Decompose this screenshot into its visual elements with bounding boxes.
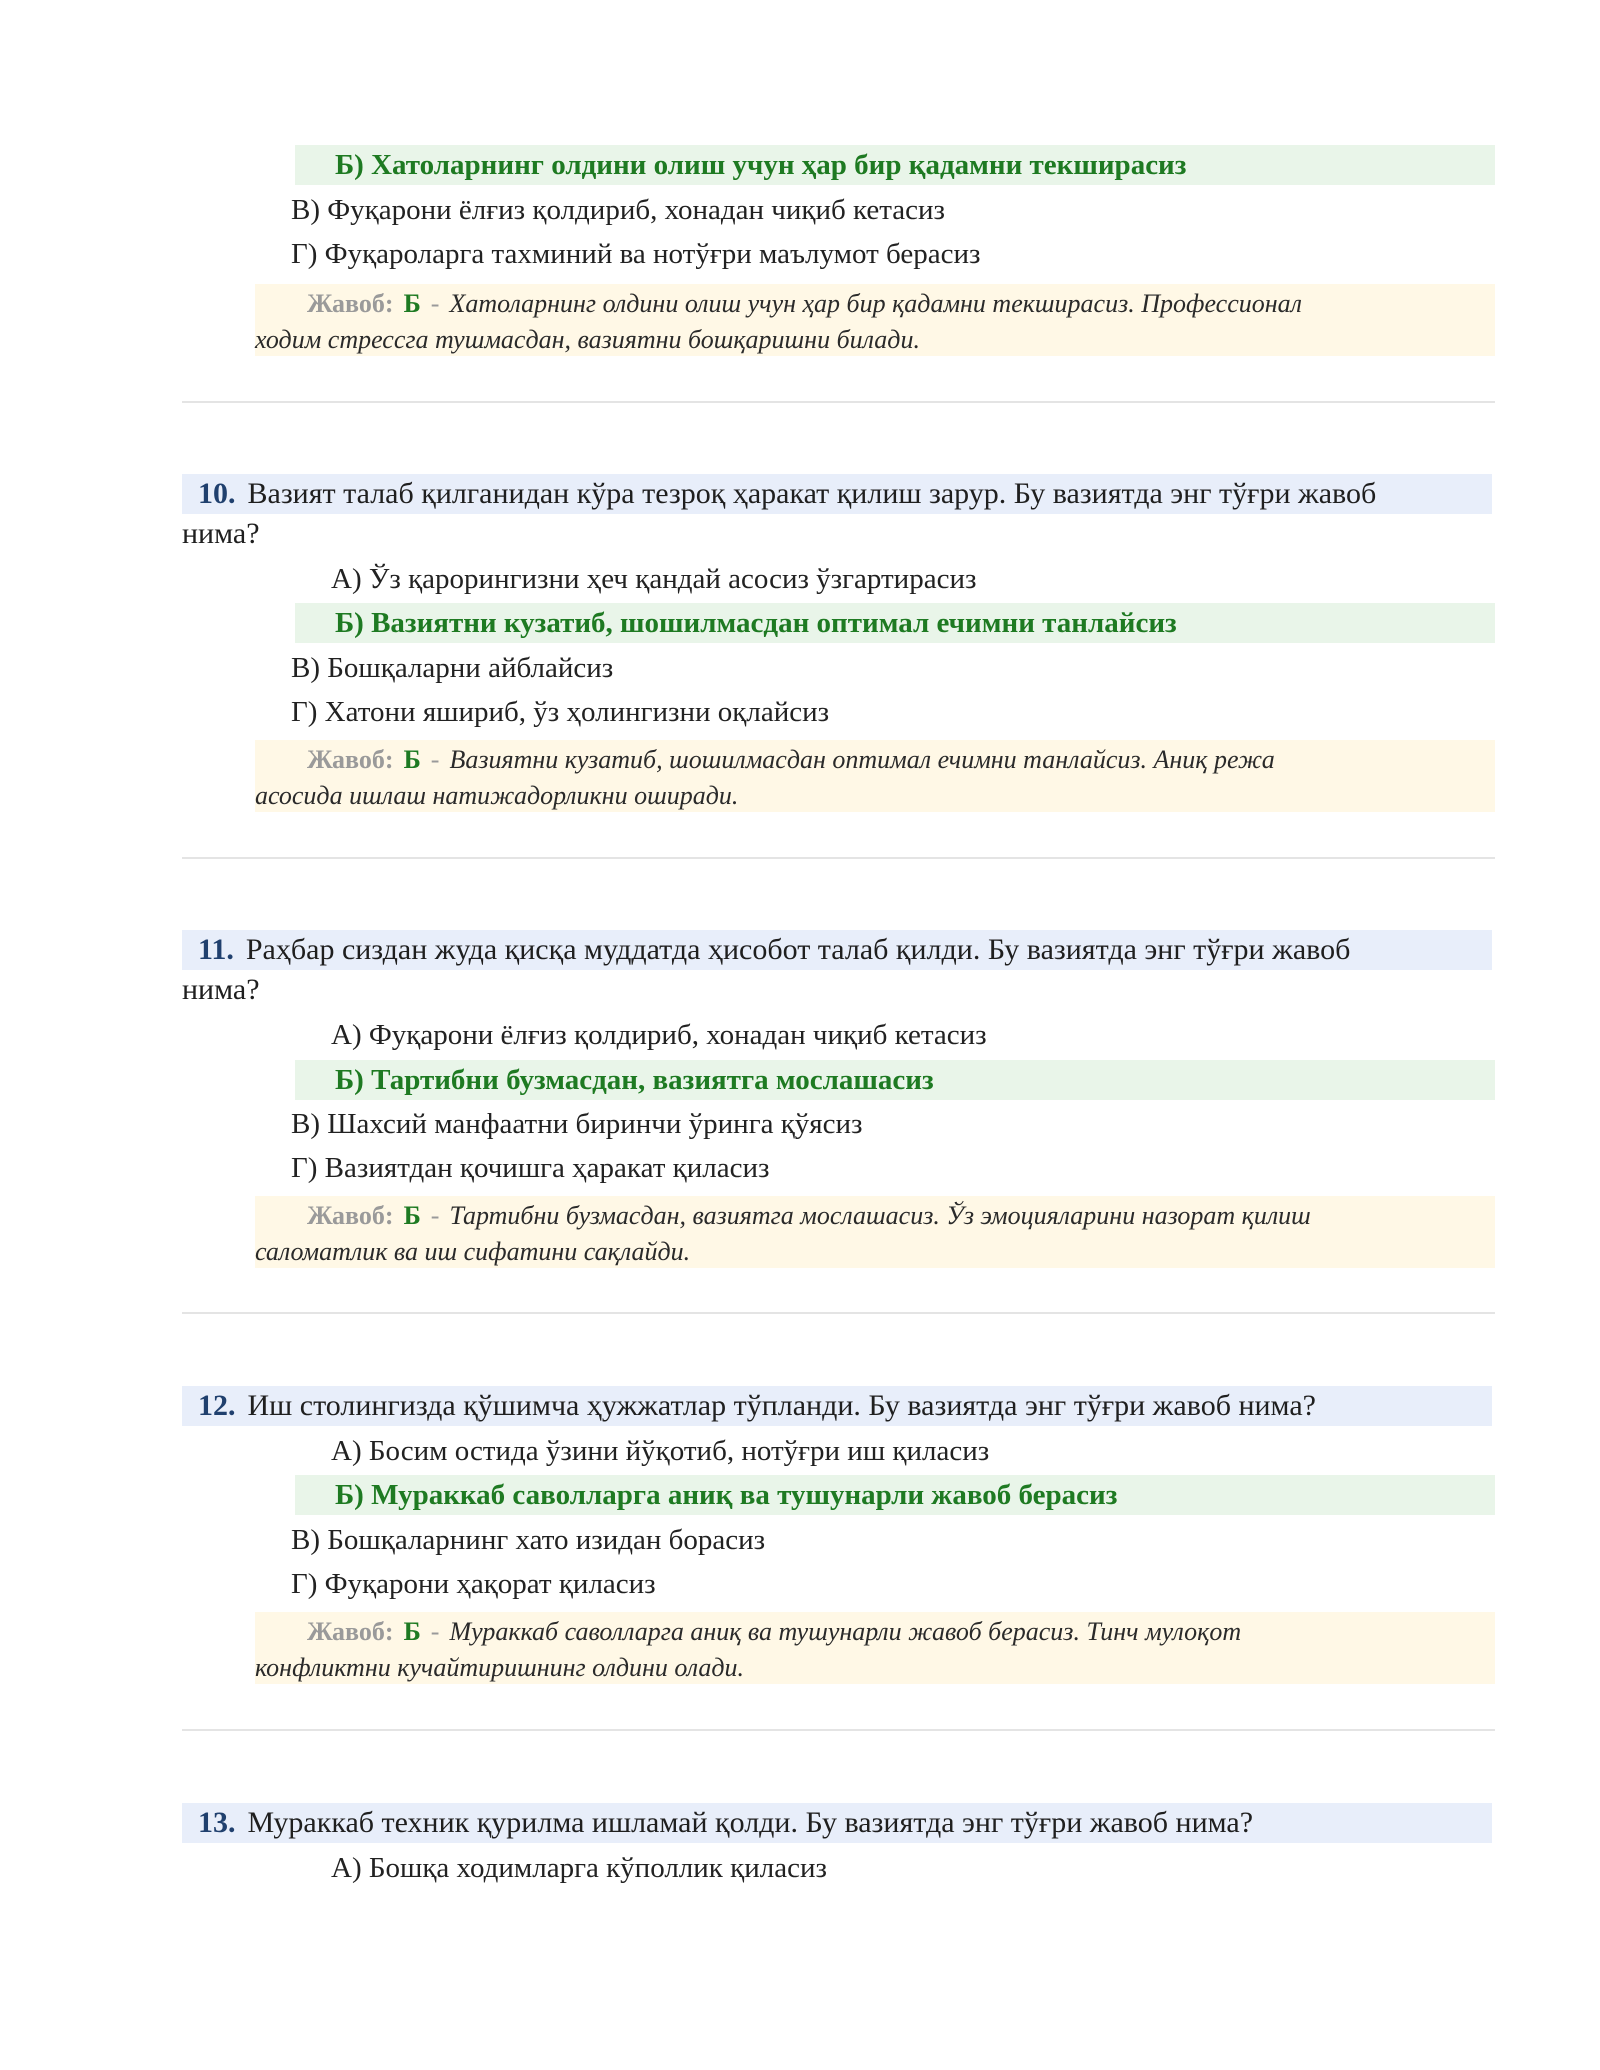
q13-question-text-line1: Мураккаб техник қурилма ишламай қолди. Бу вазиятда энг тўғри жавоб нима? [247, 1806, 1254, 1839]
answer-dash: - [430, 745, 440, 774]
answer-label: Жавоб: [307, 1617, 394, 1646]
q9-option-g: Г) Фуқароларга тахминий ва нотўғри маълумот берасиз [291, 238, 981, 270]
answer-explanation-line1: Хатоларнинг олдини олиш учун ҳар бир қадамни текширасиз. Профессионал [449, 289, 1302, 318]
q11-option-g: Г) Вазиятдан қочишга ҳаракат қиласиз [291, 1152, 770, 1184]
q10-number: 10. [198, 477, 236, 510]
q11-number: 11. [198, 933, 234, 966]
q11-question-text-line1: Раҳбар сиздан жуда қисқа муддатда ҳисобот талаб қилди. Бу вазиятда энг тўғри жавоб [245, 933, 1351, 966]
q9-option-b-correct: Б) Хатоларнинг олдини олиш учун ҳар бир қадамни текширасиз [295, 145, 1495, 185]
q13-option-a: А) Бошқа ходимларга кўполлик қиласиз [331, 1852, 827, 1884]
q11-option-a: А) Фуқарони ёлғиз қолдириб, хонадан чиқиб кетасиз [331, 1019, 987, 1051]
answer-explanation-line1: Мураккаб саволларга аниқ ва тушунарли жавоб берасиз. Тинч мулоқот [449, 1617, 1242, 1646]
answer-label: Жавоб: [307, 1201, 394, 1230]
q13-number: 13. [198, 1806, 236, 1839]
answer-letter: Б [403, 745, 421, 774]
q12-question [182, 1386, 1492, 1426]
answer-explanation-line2: ходим стрессга тушмасдан, вазиятни бошқаришни билади. [255, 325, 920, 354]
answer-explanation-line2: асосида ишлаш натижадорликни оширади. [255, 781, 739, 810]
answer-explanation-line2: конфликтни кучайтиришнинг олдини олади. [255, 1653, 745, 1682]
q10-question-text-line2: нима? [182, 517, 260, 550]
answer-dash: - [430, 1201, 440, 1230]
q10-option-a: А) Ўз қарорингизни ҳеч қандай асосиз ўзгартирасиз [331, 563, 977, 595]
answer-dash: - [430, 1617, 440, 1646]
section-divider [182, 1312, 1495, 1314]
q11-option-b-correct: Б) Тартибни бузмасдан, вазиятга мослашасиз [295, 1060, 1495, 1100]
answer-explanation-line1: Тартибни бузмасдан, вазиятга мослашасиз. Ўз эмоцияларини назорат қилиш [449, 1201, 1311, 1230]
q11-answer-box [255, 1196, 1495, 1268]
answer-letter: Б [403, 1617, 421, 1646]
q12-option-v: В) Бошқаларнинг хато изидан борасиз [291, 1524, 766, 1556]
q12-question-text-line1: Иш столингизда қўшимча ҳужжатлар тўпланди. Бу вазиятда энг тўғри жавоб нима? [247, 1389, 1316, 1422]
q11-option-v: В) Шахсий манфаатни биринчи ўринга қўясиз [291, 1108, 863, 1140]
section-divider [182, 1729, 1495, 1731]
answer-label: Жавоб: [307, 745, 394, 774]
section-divider [182, 857, 1495, 859]
q9-option-v: В) Фуқарони ёлғиз қолдириб, хонадан чиқиб кетасиз [291, 194, 945, 226]
q10-answer-box [255, 740, 1495, 812]
answer-label: Жавоб: [307, 289, 394, 318]
q12-number: 12. [198, 1389, 236, 1422]
q12-option-g: Г) Фуқарони ҳақорат қиласиз [291, 1568, 656, 1600]
q10-question-text-line1: Вазият талаб қилганидан кўра тезроқ ҳаракат қилиш зарур. Бу вазиятда энг тўғри жавоб [247, 477, 1377, 510]
section-divider [182, 401, 1495, 403]
q12-option-a: А) Босим остида ўзини йўқотиб, нотўғри иш қиласиз [331, 1435, 990, 1467]
q10-option-b-correct: Б) Вазиятни кузатиб, шошилмасдан оптимал ечимни танлайсиз [295, 603, 1495, 643]
answer-explanation-line1: Вазиятни кузатиб, шошилмасдан оптимал ечимни танлайсиз. Аниқ режа [449, 745, 1275, 774]
q12-option-b-correct: Б) Мураккаб саволларга аниқ ва тушунарли жавоб берасиз [295, 1475, 1495, 1515]
answer-letter: Б [403, 289, 421, 318]
q12-answer-box [255, 1612, 1495, 1684]
q10-question [182, 474, 1492, 554]
answer-dash: - [430, 289, 440, 318]
answer-explanation-line2: саломатлик ва иш сифатини сақлайди. [255, 1237, 691, 1266]
q10-option-g: Г) Хатони яшириб, ўз ҳолингизни оқлайсиз [291, 696, 830, 728]
q9-answer-box [255, 284, 1495, 356]
q13-question [182, 1803, 1492, 1843]
q10-option-v: В) Бошқаларни айблайсиз [291, 652, 614, 684]
answer-letter: Б [403, 1201, 421, 1230]
q11-question-text-line2: нима? [182, 973, 260, 1006]
q11-question [182, 930, 1492, 1010]
